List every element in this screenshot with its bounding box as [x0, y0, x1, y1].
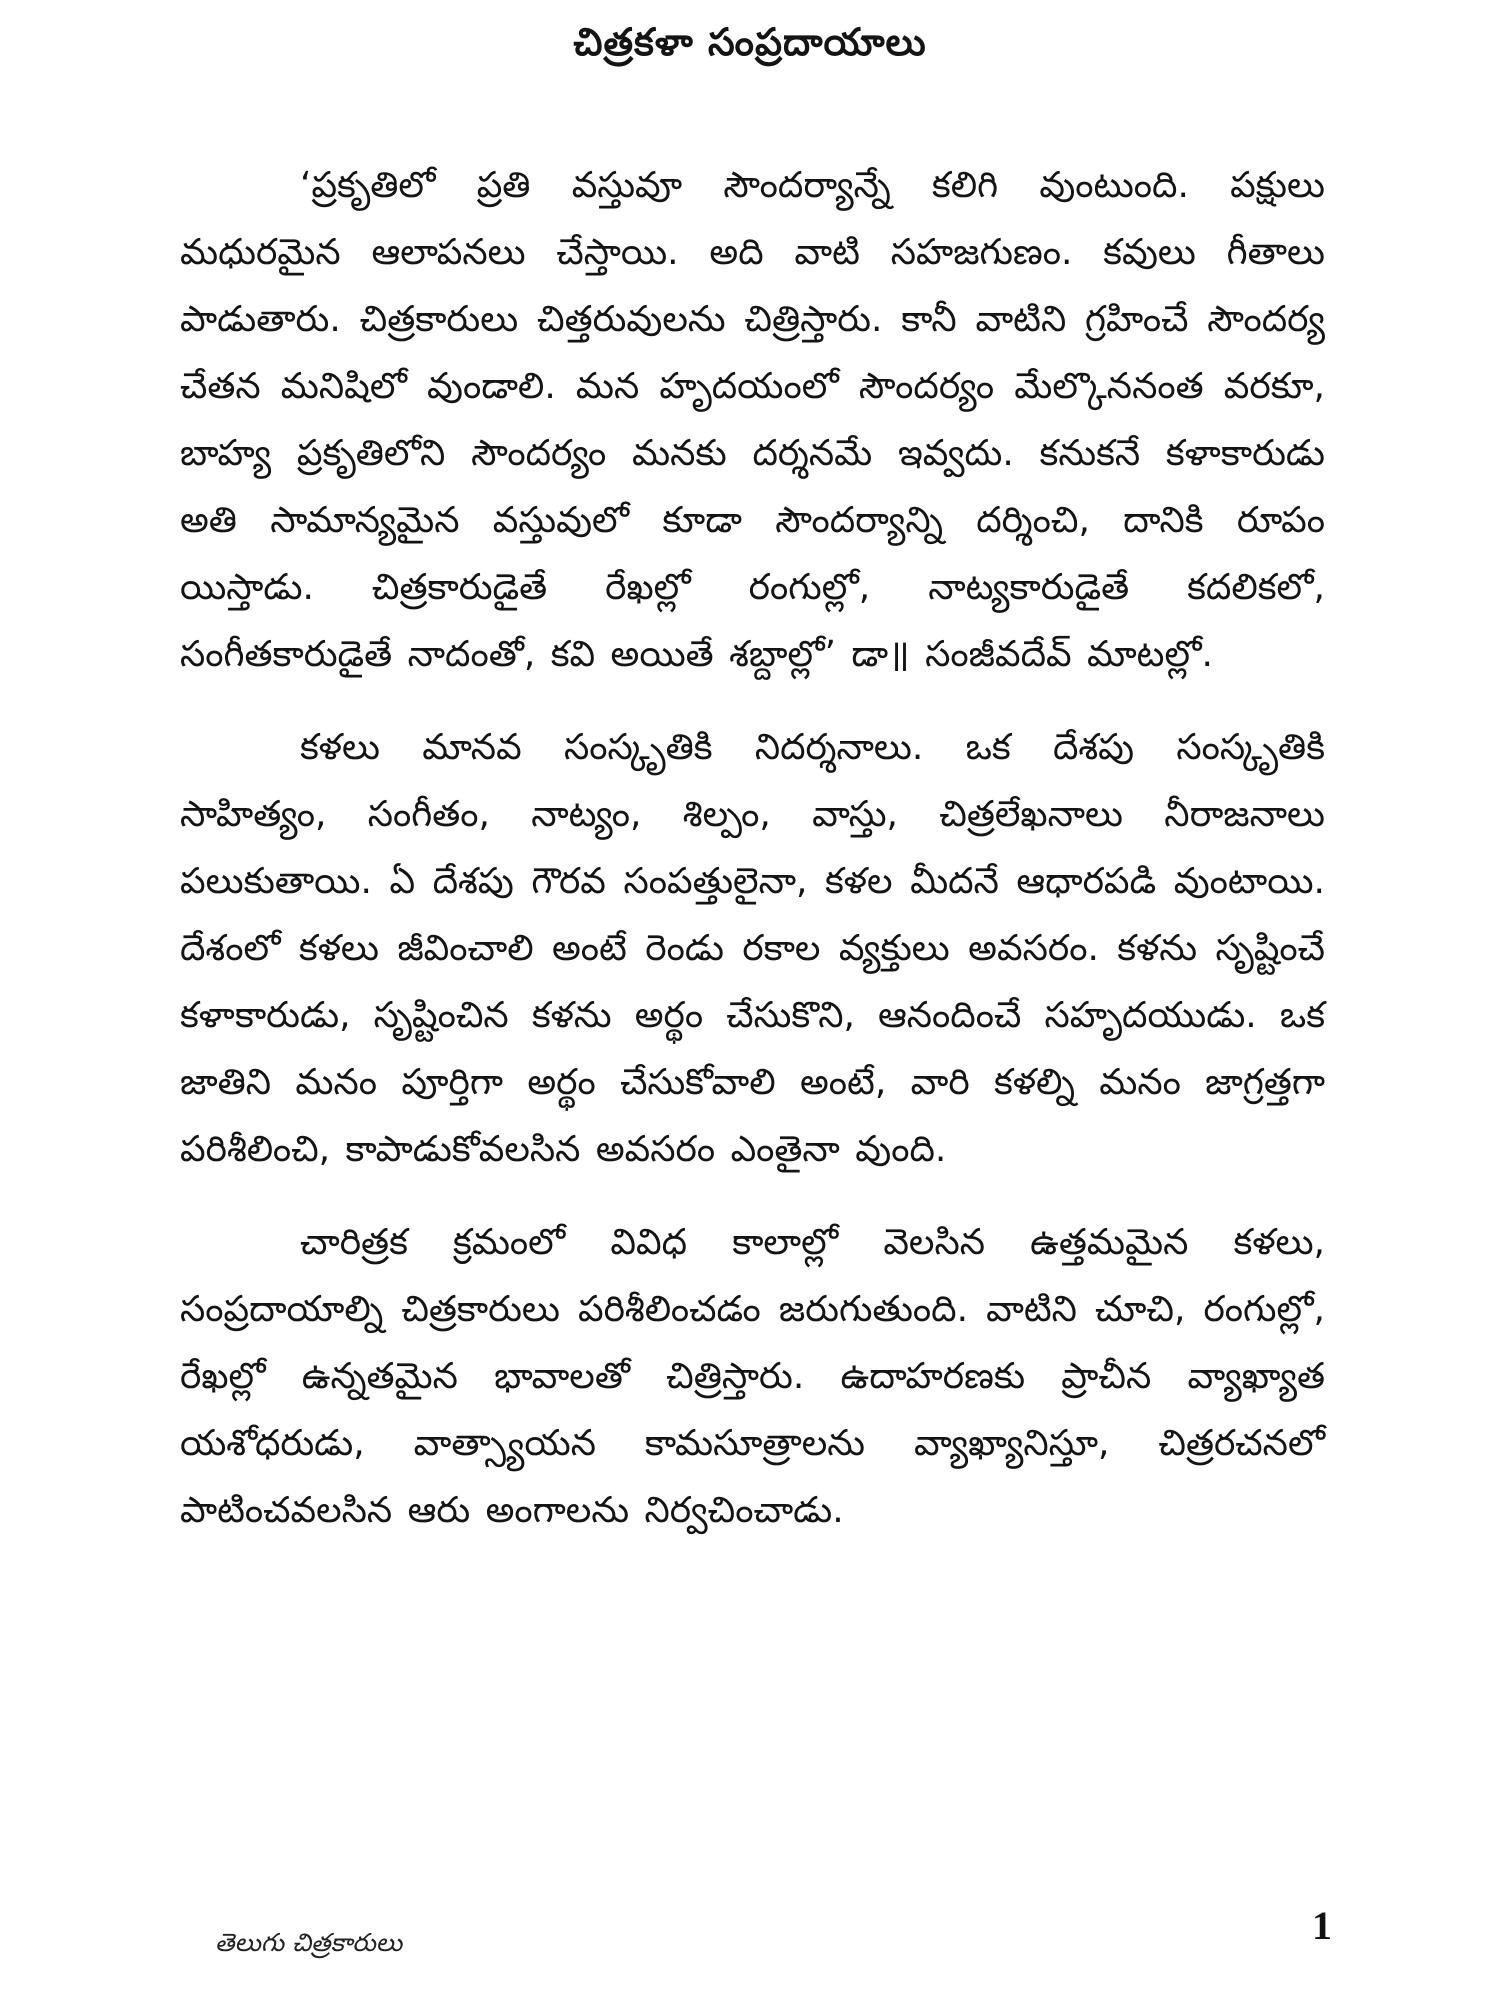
page-number: 1 [1312, 1903, 1332, 1948]
paragraph-3: చారిత్రక క్రమంలో వివిధ కాలాల్లో వెలసిన ఉత్తమమైన కళలు, సంప్రదాయాల్ని చిత్రకారులు పరిశీలించడం జరుగుతుంది. వాటిని చూచి, రంగుల్లో, రేఖల్లో ఉన్నతమైన భావాలతో చిత్రిస్తారు. ఉదాహరణకు ప్రాచీన వ్యాఖ్యాత యశోధరుడు, వాత్స్యాయన కామసూత్రాలను వ్యాఖ్యానిస్తూ, చిత్రరచనలో పాటించవలసిన ఆరు అంగాలను నిర్వచించాడు. [180, 1222, 1325, 1531]
chapter-title: చిత్రకళా సంప్రదాయాలు [573, 20, 927, 64]
paragraph-1: ‘ప్రకృతిలో ప్రతి వస్తువూ సౌందర్యాన్నే కలిగి వుంటుంది. పక్షులు మధురమైన ఆలాపనలు చేస్తాయి. అది వాటి సహజగుణం. కవులు గీతాలు పాడుతారు. చిత్రకారులు చిత్తరువులను చిత్రిస్తారు. కానీ వాటిని గ్రహించే సౌందర్య చేతన మనిషిలో వుండాలి. మన హృదయంలో సౌందర్యం మేల్కొననంత వరకూ, బాహ్య ప్రకృతిలోని సౌందర్యం మనకు దర్శనమే ఇవ్వదు. కనుకనే కళాకారుడు అతి సామాన్యమైన వస్తువులో కూడా సౌందర్యాన్ని దర్శించి, దానికి రూపం యిస్తాడు. చిత్రకారుడైతే రేఖల్లో రంగుల్లో, నాట్యకారుడైతే కదలికలో, సంగీతకారుడైతే నాదంతో, కవి అయితే శబ్దాల్లో’ డా॥ సంజీవదేవ్ మాటల్లో. [180, 165, 1325, 675]
paragraph-2: కళలు మానవ సంస్కృతికి నిదర్శనాలు. ఒక దేశపు సంస్కృతికి సాహిత్యం, సంగీతం, నాట్యం, శిల్పం, వాస్తు, చిత్రలేఖనాలు నీరాజనాలు పలుకుతాయి. ఏ దేశపు గౌరవ సంపత్తులైనా, కళల మీదనే ఆధారపడి వుంటాయి. దేశంలో కళలు జీవించాలి అంటే రెండు రకాల వ్యక్తులు అవసరం. కళను సృష్టించే కళాకారుడు, సృష్టించిన కళను అర్థం చేసుకొని, ఆనందించే సహృదయుడు. ఒక జాతిని మనం పూర్తిగా అర్థం చేసుకోవాలి అంటే, వారి కళల్ని మనం జాగ్రత్తగా పరిశీలించి, కాపాడుకోవలసిన అవసరం ఎంతైనా వుంది. [180, 727, 1325, 1170]
body-text [180, 152, 1325, 1570]
footer-book-title: తెలుగు చిత్రకారులు [215, 1928, 403, 1957]
